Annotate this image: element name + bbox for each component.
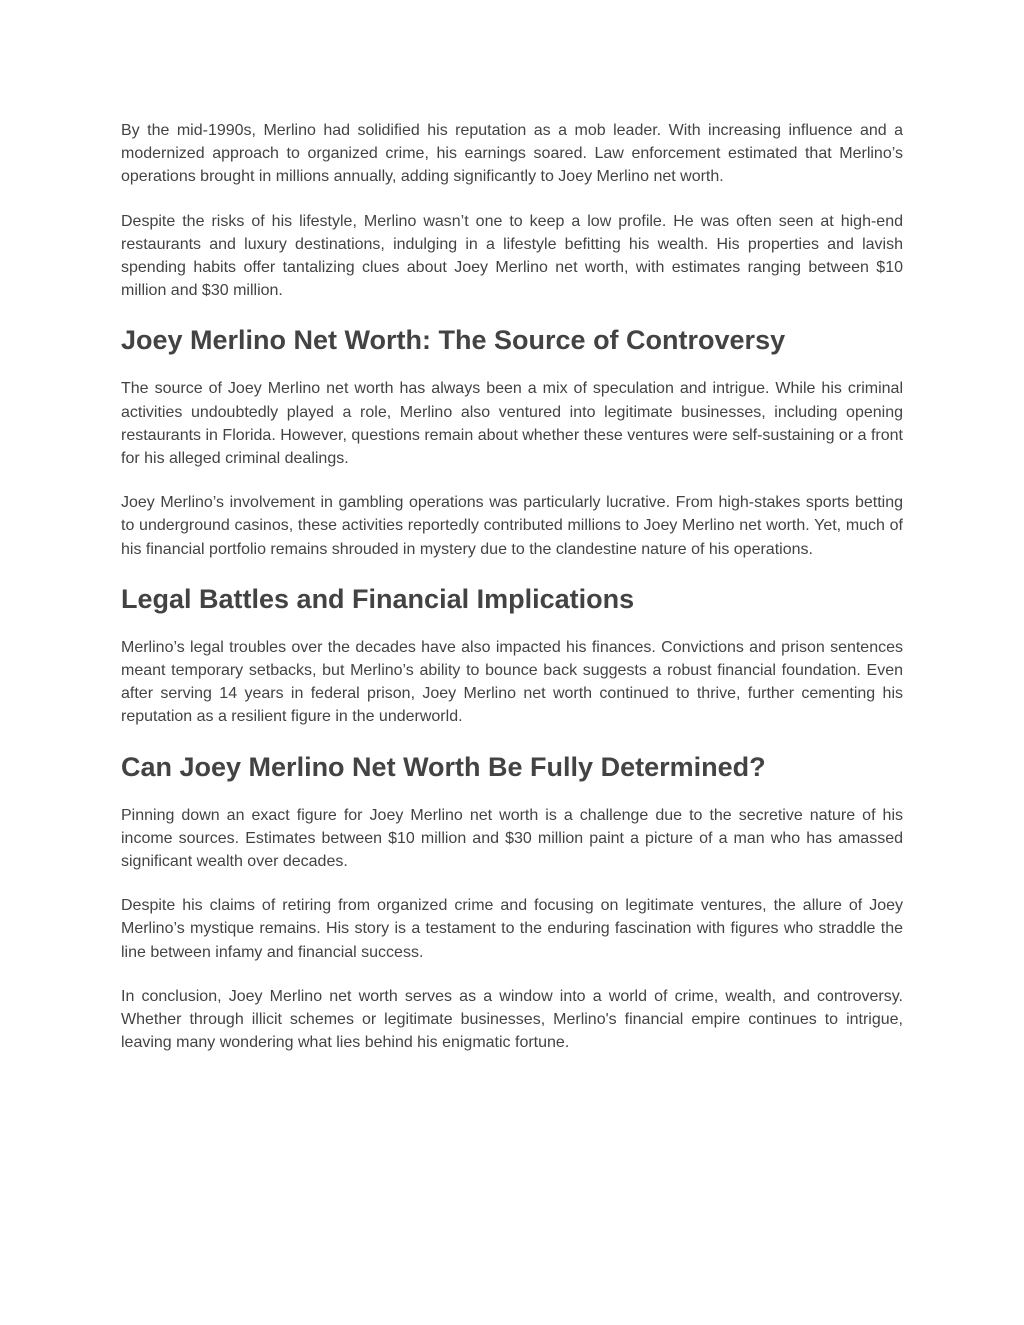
paragraph: In conclusion, Joey Merlino net worth serves as a window into a world of crime, wealth, and controversy. Whether through illicit schemes or legitimate businesses, Merlino's financial empire continues to intrigue, leaving many wondering what lies behind his enigmatic fortune. <box>121 987 903 1052</box>
document-page <box>121 119 903 1075</box>
section-heading: Joey Merlino Net Worth: The Source of Controversy <box>121 325 786 356</box>
paragraph: Despite his claims of retiring from organized crime and focusing on legitimate ventures, the allure of Joey Merlino’s mystique remains. His story is a testament to the enduring fascination with figures who straddle the line between infamy and financial success. <box>121 897 903 961</box>
paragraph: Joey Merlino’s involvement in gambling operations was particularly lucrative. From high-stakes sports betting to underground casinos, these activities reportedly contributed millions to Joey Merlino net worth. Yet, much of his financial portfolio remains shrouded in mystery due to the clandestine nature of his operations. <box>121 494 903 558</box>
paragraph: Despite the risks of his lifestyle, Merlino wasn’t one to keep a low profile. He was often seen at high-end restaurants and luxury destinations, indulging in a lifestyle befitting his wealth. His properties and lavish spending habits offer tantalizing clues about Joey Merlino net worth, with estimates ranging between $10 million and $30 million. <box>121 212 903 300</box>
paragraph: The source of Joey Merlino net worth has always been a mix of speculation and intrigue. While his criminal activities undoubtedly played a role, Merlino also ventured into legitimate businesses, including opening restaurants in Florida. However, questions remain about whether these ventures were self-sustaining or a front for his alleged criminal dealings. <box>121 380 903 468</box>
paragraph: Merlino’s legal troubles over the decades have also impacted his finances. Convictions and prison sentences meant temporary setbacks, but Merlino’s ability to bounce back suggests a robust financial foundation. Even after serving 14 years in federal prison, Joey Merlino net worth continued to thrive, further cementing his reputation as a resilient figure in the underworld. <box>121 638 903 726</box>
section-heading: Legal Battles and Financial Implications <box>121 583 635 614</box>
section-heading: Can Joey Merlino Net Worth Be Fully Determined? <box>121 751 766 782</box>
paragraph: By the mid-1990s, Merlino had solidified his reputation as a mob leader. With increasing influence and a modernized approach to organized crime, his earnings soared. Law enforcement estimated that Merlino’s operations brought in millions annually, adding significantly to Joey Merlino net worth. <box>121 122 903 186</box>
paragraph: Pinning down an exact figure for Joey Merlino net worth is a challenge due to the secretive nature of his income sources. Estimates between $10 million and $30 million paint a picture of a man who has amassed significant wealth over decades. <box>121 806 903 871</box>
